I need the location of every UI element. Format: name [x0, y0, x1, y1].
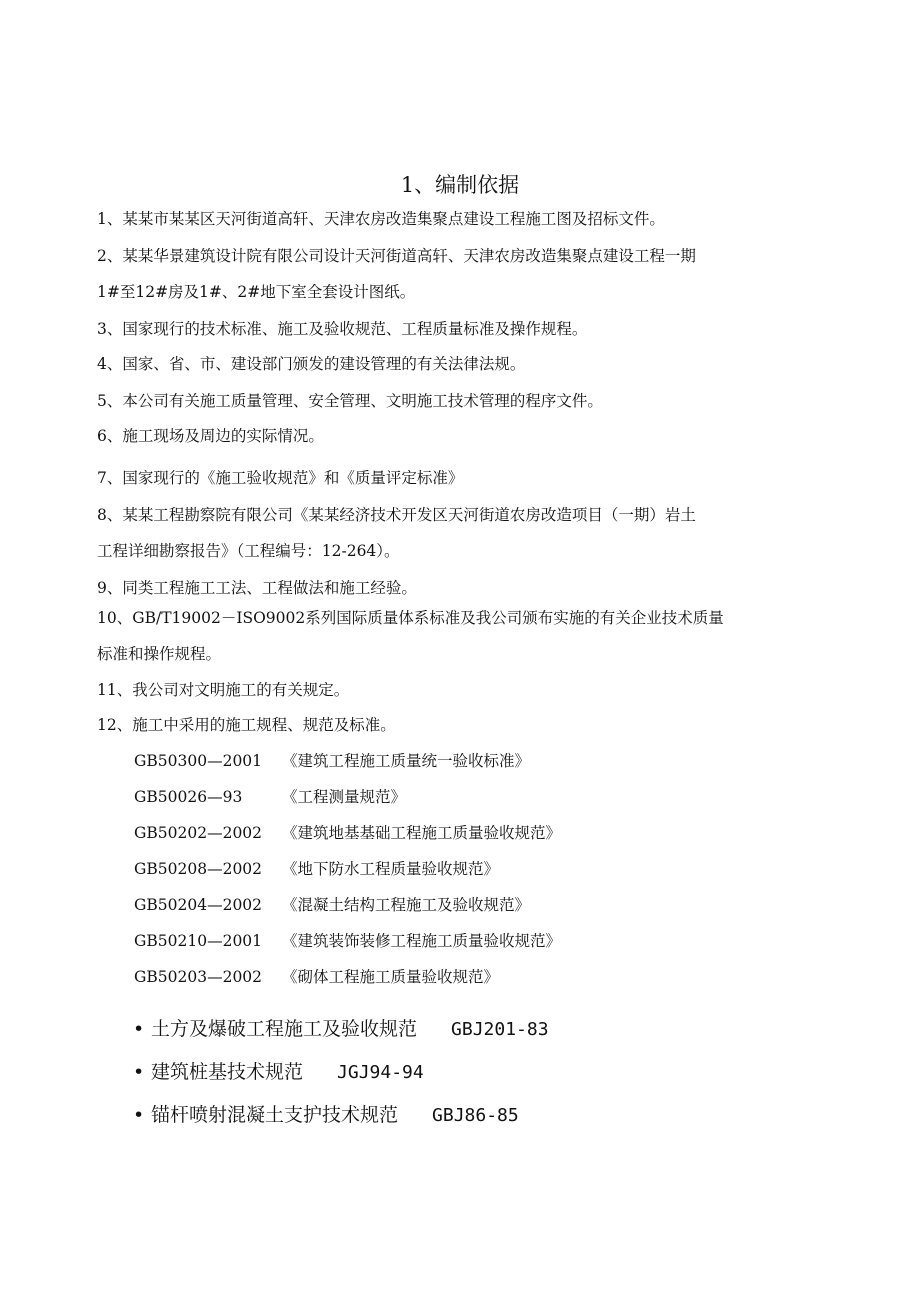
standard-row — [134, 857, 499, 881]
bullet-code: GBJ86-85 — [432, 1105, 519, 1126]
standard-row — [134, 965, 499, 989]
standard-row — [134, 785, 406, 809]
standard-name: 《砌体工程施工质量验收规范》 — [282, 968, 500, 986]
section-title: 1、编制依据 — [400, 173, 520, 197]
basis-item-6 — [97, 418, 817, 454]
standard-row — [134, 749, 530, 773]
basis-item-7 — [97, 460, 817, 496]
standard-name: 《建筑工程施工质量统一验收标准》 — [282, 752, 531, 770]
basis-item-10 — [97, 600, 817, 672]
standard-row — [134, 893, 530, 917]
standard-name: 《建筑地基基础工程施工质量验收规范》 — [282, 824, 562, 842]
basis-item-text: 7、国家现行的《施工验收规范》和《质量评定标准》 — [97, 469, 464, 487]
bullet-name: 土方及爆破工程施工及验收规范 — [151, 1018, 418, 1040]
standard-code: GB50208—2002 — [134, 860, 263, 878]
bullet-dot-icon: • — [133, 1104, 145, 1126]
bullet-name: 锚杆喷射混凝土支护技术规范 — [151, 1104, 399, 1126]
standard-name: 《工程测量规范》 — [282, 788, 407, 806]
basis-item-4 — [97, 346, 817, 382]
basis-item-5 — [97, 383, 817, 419]
bullet-dot-icon: • — [133, 1061, 145, 1083]
bullet-dot-icon: • — [133, 1018, 145, 1040]
basis-item-2 — [97, 238, 817, 310]
basis-item-text: 1、某某市某某区天河街道高轩、天津农房改造集聚点建设工程施工图及招标文件。 — [97, 210, 665, 228]
basis-item-text: 11、我公司对文明施工的有关规定。 — [97, 681, 350, 699]
standard-code: GB50204—2002 — [134, 896, 263, 914]
basis-item-text: 8、某某工程勘察院有限公司《某某经济技术开发区天河街道农房改造项目（一期）岩土 — [97, 506, 696, 524]
bullet-code: JGJ94-94 — [337, 1062, 424, 1083]
standard-code: GB50026—93 — [134, 788, 243, 806]
bullet-item — [133, 1101, 519, 1130]
standard-code: GB50203—2002 — [134, 968, 263, 986]
standard-name: 《混凝土结构工程施工及验收规范》 — [282, 896, 531, 914]
basis-item-text: 12、施工中采用的施工规程、规范及标准。 — [97, 716, 396, 734]
basis-item-12 — [97, 707, 817, 743]
bullet-name: 建筑桩基技术规范 — [151, 1061, 304, 1083]
basis-item-3 — [97, 311, 817, 347]
basis-item-text-cont: 工程详细勘察报告》（工程编号：12-264）。 — [97, 542, 400, 560]
basis-item-text: 10、GB/T19002－ISO9002系列国际质量体系标准及我公司颁布实施的有关企业技术质量 — [97, 609, 724, 627]
basis-item-11 — [97, 672, 817, 708]
basis-item-1 — [97, 201, 817, 237]
basis-item-text: 5、本公司有关施工质量管理、安全管理、文明施工技术管理的程序文件。 — [97, 392, 603, 410]
basis-item-8 — [97, 497, 817, 569]
bullet-item — [133, 1058, 424, 1087]
bullet-code: GBJ201-83 — [451, 1019, 549, 1040]
basis-item-text: 3、国家现行的技术标准、施工及验收规范、工程质量标准及操作规程。 — [97, 320, 588, 338]
basis-item-text: 2、某某华景建筑设计院有限公司设计天河街道高轩、天津农房改造集聚点建设工程一期 — [97, 247, 696, 265]
bullet-item — [133, 1015, 549, 1044]
standard-row — [134, 821, 561, 845]
standard-code: GB50202—2002 — [134, 824, 263, 842]
basis-item-text: 4、国家、省、市、建设部门颁发的建设管理的有关法律法规。 — [97, 355, 526, 373]
standard-name: 《建筑装饰装修工程施工质量验收规范》 — [282, 932, 562, 950]
standard-row — [134, 929, 561, 953]
standard-code: GB50210—2001 — [134, 932, 263, 950]
basis-item-text-cont: 标准和操作规程。 — [97, 645, 222, 663]
standard-code: GB50300—2001 — [134, 752, 263, 770]
standard-name: 《地下防水工程质量验收规范》 — [282, 860, 500, 878]
basis-item-text-cont: 1#至12#房及1#、2#地下室全套设计图纸。 — [97, 283, 416, 301]
basis-item-text: 6、施工现场及周边的实际情况。 — [97, 427, 324, 445]
basis-item-text: 9、同类工程施工工法、工程做法和施工经验。 — [97, 579, 417, 597]
